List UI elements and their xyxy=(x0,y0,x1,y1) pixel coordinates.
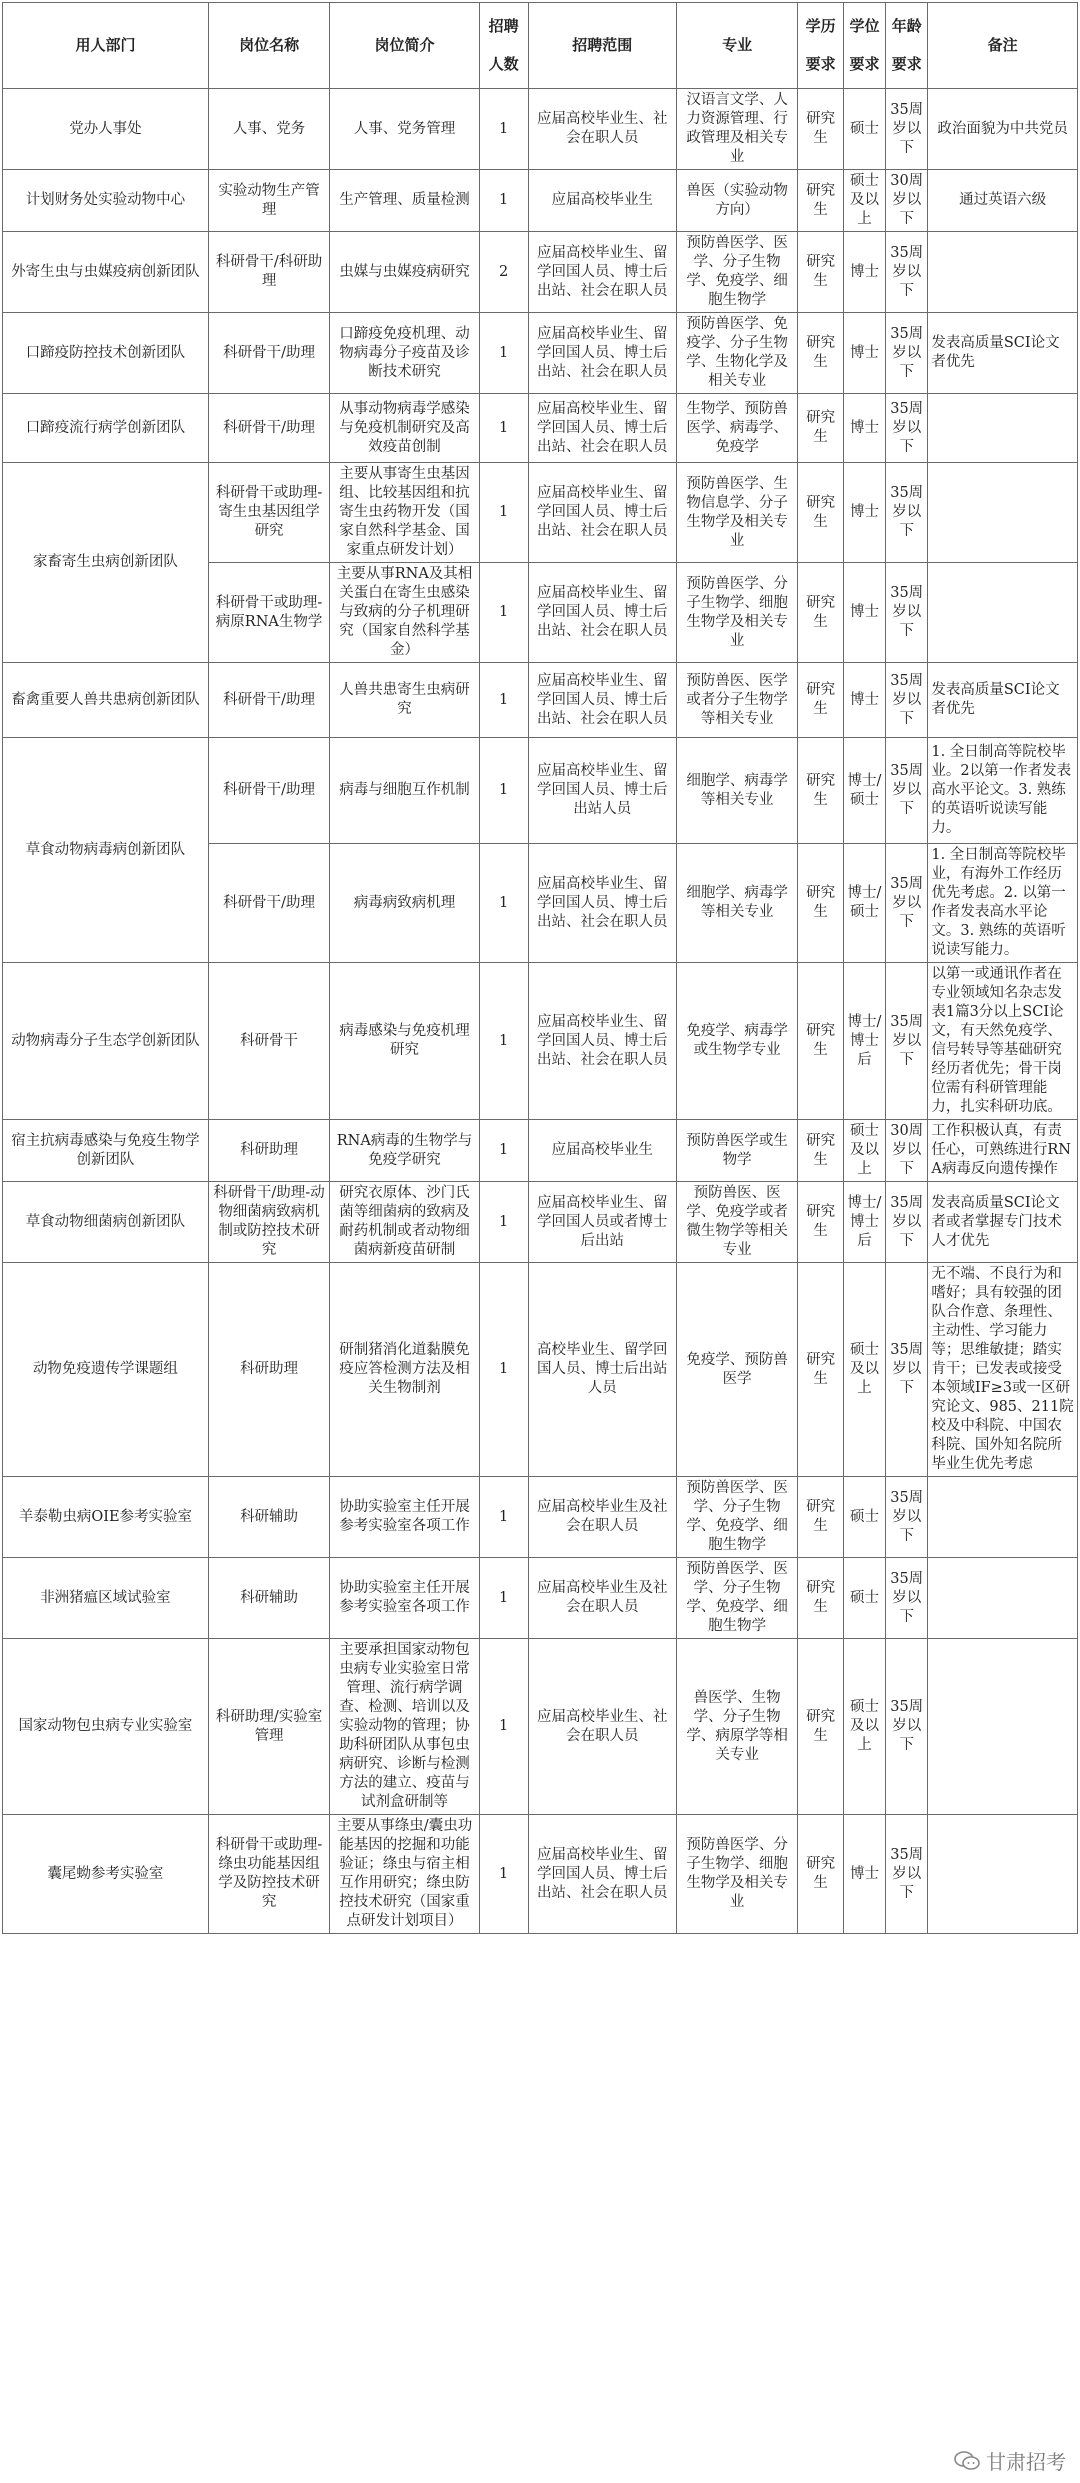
cell-intro: 病毒病致病机理 xyxy=(330,844,480,963)
cell-major: 兽医（实验动物方向） xyxy=(676,170,797,232)
cell-scope: 应届高校毕业生 xyxy=(528,1120,676,1182)
cell-count: 1 xyxy=(479,1815,528,1934)
cell-major: 兽医学、生物学、分子生物学、病原学等相关专业 xyxy=(676,1639,797,1815)
cell-intro: 病毒与细胞互作机制 xyxy=(330,738,480,844)
cell-edu: 研究生 xyxy=(798,1477,844,1558)
cell-major: 预防兽医、医学、免疫学或者微生物学等相关专业 xyxy=(676,1182,797,1263)
cell-intro: 虫媒与虫媒疫病研究 xyxy=(330,232,480,313)
recruitment-table xyxy=(2,2,1078,1934)
cell-degree: 博士 xyxy=(843,394,885,463)
cell-major: 预防兽医学、生物信息学、分子生物学及相关专业 xyxy=(676,463,797,563)
cell-edu: 研究生 xyxy=(798,663,844,738)
cell-edu: 研究生 xyxy=(798,1815,844,1934)
cell-dept: 囊尾蚴参考实验室 xyxy=(3,1815,209,1934)
cell-major: 汉语言文学、人力资源管理、行政管理及相关专业 xyxy=(676,89,797,170)
cell-note xyxy=(928,1815,1078,1934)
cell-edu: 研究生 xyxy=(798,313,844,394)
cell-post: 科研骨干或助理-病原RNA生物学 xyxy=(208,563,329,663)
cell-major: 预防兽医学、医学、分子生物学、免疫学、细胞生物学 xyxy=(676,232,797,313)
cell-age: 35周岁以下 xyxy=(886,1558,928,1639)
cell-age: 35周岁以下 xyxy=(886,313,928,394)
cell-scope: 应届高校毕业生、留学回国人员、博士后出站、社会在职人员 xyxy=(528,844,676,963)
cell-count: 1 xyxy=(479,1263,528,1477)
cell-major: 预防兽医学、医学、分子生物学、免疫学、细胞生物学 xyxy=(676,1558,797,1639)
cell-scope: 应届高校毕业生、留学回国人员、博士后出站、社会在职人员 xyxy=(528,463,676,563)
header-degree-l1: 学位 xyxy=(849,17,880,35)
cell-count: 1 xyxy=(479,1120,528,1182)
cell-intro: 协助实验室主任开展参考实验室各项工作 xyxy=(330,1477,480,1558)
cell-age: 35周岁以下 xyxy=(886,1477,928,1558)
cell-scope: 应届高校毕业生、社会在职人员 xyxy=(528,89,676,170)
cell-dept: 口蹄疫流行病学创新团队 xyxy=(3,394,209,463)
cell-post: 科研骨干/助理 xyxy=(208,738,329,844)
cell-post: 科研骨干/助理 xyxy=(208,394,329,463)
cell-note xyxy=(928,232,1078,313)
cell-scope: 应届高校毕业生、留学回国人员、博士后出站、社会在职人员 xyxy=(528,663,676,738)
cell-intro: 从事动物病毒学感染与免疫机制研究及高效疫苗创制 xyxy=(330,394,480,463)
cell-edu: 研究生 xyxy=(798,1558,844,1639)
cell-scope: 应届高校毕业生、留学回国人员或者博士后出站 xyxy=(528,1182,676,1263)
cell-count: 2 xyxy=(479,232,528,313)
cell-note: 发表高质量SCI论文者优先 xyxy=(928,663,1078,738)
cell-note xyxy=(928,463,1078,563)
cell-dept: 外寄生虫与虫媒疫病创新团队 xyxy=(3,232,209,313)
cell-age: 30周岁以下 xyxy=(886,1120,928,1182)
cell-dept: 羊泰勒虫病OIE参考实验室 xyxy=(3,1477,209,1558)
cell-count: 1 xyxy=(479,963,528,1120)
cell-degree: 硕士及以上 xyxy=(843,170,885,232)
cell-post: 科研骨干/助理 xyxy=(208,313,329,394)
cell-post: 科研骨干/助理 xyxy=(208,844,329,963)
cell-dept: 畜禽重要人兽共患病创新团队 xyxy=(3,663,209,738)
cell-degree: 博士/博士后 xyxy=(843,1182,885,1263)
cell-post: 科研助理/实验室管理 xyxy=(208,1639,329,1815)
header-count xyxy=(479,3,528,89)
cell-edu: 研究生 xyxy=(798,170,844,232)
cell-age: 35周岁以下 xyxy=(886,89,928,170)
cell-degree: 硕士 xyxy=(843,89,885,170)
header-intro: 岗位简介 xyxy=(330,3,480,89)
cell-degree: 博士 xyxy=(843,313,885,394)
table-row xyxy=(3,1815,1078,1934)
cell-intro: 主要从事寄生虫基因组、比较基因组和抗寄生虫药物开发（国家自然科学基金、国家重点研发计划） xyxy=(330,463,480,563)
cell-age: 30周岁以下 xyxy=(886,170,928,232)
cell-post: 科研骨干/助理-动物细菌病致病机制或防控技术研究 xyxy=(208,1182,329,1263)
cell-age: 35周岁以下 xyxy=(886,1815,928,1934)
cell-age: 35周岁以下 xyxy=(886,738,928,844)
cell-edu: 研究生 xyxy=(798,89,844,170)
header-count-l1: 招聘 xyxy=(488,17,519,35)
cell-scope: 应届高校毕业生、留学回国人员、博士后出站、社会在职人员 xyxy=(528,313,676,394)
wechat-bubble-icon xyxy=(954,2450,980,2472)
cell-post: 人事、党务 xyxy=(208,89,329,170)
cell-edu: 研究生 xyxy=(798,844,844,963)
cell-degree: 博士/硕士 xyxy=(843,738,885,844)
cell-age: 35周岁以下 xyxy=(886,1263,928,1477)
cell-scope: 应届高校毕业生、留学回国人员、博士后出站、社会在职人员 xyxy=(528,394,676,463)
cell-count: 1 xyxy=(479,563,528,663)
cell-intro: 主要承担国家动物包虫病专业实验室日常管理、流行病学调查、检测、培训以及实验动物的管理；协助科研团队从事包虫病研究、诊断与检测方法的建立、疫苗与试剂盒研制等 xyxy=(330,1639,480,1815)
cell-post: 科研骨干/科研助理 xyxy=(208,232,329,313)
watermark xyxy=(954,2446,1066,2475)
header-post: 岗位名称 xyxy=(208,3,329,89)
cell-intro: RNA病毒的生物学与免疫学研究 xyxy=(330,1120,480,1182)
cell-post: 科研骨干 xyxy=(208,963,329,1120)
cell-degree: 硕士及以上 xyxy=(843,1263,885,1477)
cell-major: 预防兽医学、医学、分子生物学、免疫学、细胞生物学 xyxy=(676,1477,797,1558)
header-note: 备注 xyxy=(928,3,1078,89)
cell-count: 1 xyxy=(479,89,528,170)
table-row xyxy=(3,1477,1078,1558)
cell-dept: 党办人事处 xyxy=(3,89,209,170)
cell-count: 1 xyxy=(479,313,528,394)
table-row xyxy=(3,663,1078,738)
cell-major: 预防兽医学、分子生物学、细胞生物学及相关专业 xyxy=(676,1815,797,1934)
cell-note: 政治面貌为中共党员 xyxy=(928,89,1078,170)
cell-degree: 博士/硕士 xyxy=(843,844,885,963)
cell-post: 科研骨干或助理-寄生虫基因组学研究 xyxy=(208,463,329,563)
cell-scope: 应届高校毕业生及社会在职人员 xyxy=(528,1477,676,1558)
cell-dept: 非洲猪瘟区域试验室 xyxy=(3,1558,209,1639)
watermark-text: 甘肃招考 xyxy=(986,2450,1066,2474)
cell-degree: 博士 xyxy=(843,663,885,738)
cell-scope: 应届高校毕业生、留学回国人员、博士后出站、社会在职人员 xyxy=(528,232,676,313)
cell-major: 免疫学、病毒学或生物学专业 xyxy=(676,963,797,1120)
header-scope: 招聘范围 xyxy=(528,3,676,89)
cell-edu: 研究生 xyxy=(798,738,844,844)
cell-degree: 硕士及以上 xyxy=(843,1120,885,1182)
cell-edu: 研究生 xyxy=(798,1639,844,1815)
cell-count: 1 xyxy=(479,394,528,463)
cell-intro: 生产管理、质量检测 xyxy=(330,170,480,232)
table-row xyxy=(3,463,1078,563)
cell-dept: 草食动物细菌病创新团队 xyxy=(3,1182,209,1263)
cell-post: 科研骨干/助理 xyxy=(208,663,329,738)
cell-scope: 应届高校毕业生、留学回国人员、博士后出站、社会在职人员 xyxy=(528,563,676,663)
cell-scope: 应届高校毕业生 xyxy=(528,170,676,232)
cell-note: 通过英语六级 xyxy=(928,170,1078,232)
cell-degree: 博士 xyxy=(843,1815,885,1934)
cell-count: 1 xyxy=(479,1182,528,1263)
header-age xyxy=(886,3,928,89)
cell-dept: 动物免疫遗传学课题组 xyxy=(3,1263,209,1477)
cell-scope: 应届高校毕业生、留学回国人员、博士后出站人员 xyxy=(528,738,676,844)
cell-note: 发表高质量SCI论文者优先 xyxy=(928,313,1078,394)
cell-edu: 研究生 xyxy=(798,1120,844,1182)
header-count-l2: 人数 xyxy=(488,55,519,73)
cell-degree: 博士/博士后 xyxy=(843,963,885,1120)
header-degree-l2: 要求 xyxy=(849,55,880,73)
table-row xyxy=(3,1120,1078,1182)
cell-count: 1 xyxy=(479,738,528,844)
cell-dept: 国家动物包虫病专业实验室 xyxy=(3,1639,209,1815)
cell-count: 1 xyxy=(479,1639,528,1815)
table-row xyxy=(3,394,1078,463)
cell-intro: 研究衣原体、沙门氏菌等细菌病的致病及耐药机制或者动物细菌病新疫苗研制 xyxy=(330,1182,480,1263)
cell-age: 35周岁以下 xyxy=(886,1639,928,1815)
cell-major: 免疫学、预防兽医学 xyxy=(676,1263,797,1477)
cell-scope: 应届高校毕业生、社会在职人员 xyxy=(528,1639,676,1815)
cell-note: 1. 全日制高等院校毕业。2以第一作者发表高水平论文。3. 熟练的英语听说读写能力。 xyxy=(928,738,1078,844)
cell-major: 预防兽医学或生物学 xyxy=(676,1120,797,1182)
table-row xyxy=(3,1263,1078,1477)
cell-edu: 研究生 xyxy=(798,463,844,563)
cell-scope: 应届高校毕业生、留学回国人员、博士后出站、社会在职人员 xyxy=(528,963,676,1120)
cell-post: 科研辅助 xyxy=(208,1477,329,1558)
cell-degree: 博士 xyxy=(843,463,885,563)
cell-major: 生物学、预防兽医学、病毒学、免疫学 xyxy=(676,394,797,463)
cell-dept: 宿主抗病毒感染与免疫生物学创新团队 xyxy=(3,1120,209,1182)
cell-scope: 应届高校毕业生、留学回国人员、博士后出站、社会在职人员 xyxy=(528,1815,676,1934)
cell-age: 35周岁以下 xyxy=(886,394,928,463)
cell-note: 发表高质量SCI论文者或者掌握专门技术人才优先 xyxy=(928,1182,1078,1263)
cell-note xyxy=(928,563,1078,663)
cell-major: 预防兽医学、分子生物学、细胞生物学及相关专业 xyxy=(676,563,797,663)
cell-count: 1 xyxy=(479,844,528,963)
cell-major: 预防兽医、医学或者分子生物学等相关专业 xyxy=(676,663,797,738)
cell-post: 科研助理 xyxy=(208,1120,329,1182)
header-edu xyxy=(798,3,844,89)
cell-dept: 草食动物病毒病创新团队 xyxy=(3,738,209,963)
header-age-l1: 年龄 xyxy=(891,17,922,35)
cell-intro: 人兽共患寄生虫病研究 xyxy=(330,663,480,738)
cell-major: 细胞学、病毒学等相关专业 xyxy=(676,844,797,963)
cell-age: 35周岁以下 xyxy=(886,663,928,738)
header-row xyxy=(3,3,1078,89)
cell-count: 1 xyxy=(479,663,528,738)
cell-dept: 口蹄疫防控技术创新团队 xyxy=(3,313,209,394)
cell-note: 1. 全日制高等院校毕业，有海外工作经历优先考虑。2. 以第一作者发表高水平论文。3. 熟练的英语听说读写能力。 xyxy=(928,844,1078,963)
cell-edu: 研究生 xyxy=(798,1263,844,1477)
table-row xyxy=(3,1558,1078,1639)
header-degree xyxy=(843,3,885,89)
cell-intro: 研制猪消化道黏膜免疫应答检测方法及相关生物制剂 xyxy=(330,1263,480,1477)
cell-post: 科研助理 xyxy=(208,1263,329,1477)
cell-intro: 人事、党务管理 xyxy=(330,89,480,170)
table-row xyxy=(3,963,1078,1120)
cell-post: 科研骨干或助理-绦虫功能基因组学及防控技术研究 xyxy=(208,1815,329,1934)
cell-edu: 研究生 xyxy=(798,1182,844,1263)
cell-count: 1 xyxy=(479,463,528,563)
header-edu-l1: 学历 xyxy=(805,17,836,35)
table-row xyxy=(3,738,1078,844)
cell-scope: 高校毕业生、留学回国人员、博士后出站人员 xyxy=(528,1263,676,1477)
header-dept: 用人部门 xyxy=(3,3,209,89)
cell-scope: 应届高校毕业生及社会在职人员 xyxy=(528,1558,676,1639)
header-age-l2: 要求 xyxy=(891,55,922,73)
header-edu-l2: 要求 xyxy=(805,55,836,73)
cell-post: 实验动物生产管理 xyxy=(208,170,329,232)
table-row xyxy=(3,232,1078,313)
cell-degree: 硕士 xyxy=(843,1477,885,1558)
cell-edu: 研究生 xyxy=(798,963,844,1120)
table-row xyxy=(3,89,1078,170)
cell-age: 35周岁以下 xyxy=(886,1182,928,1263)
cell-dept: 动物病毒分子生态学创新团队 xyxy=(3,963,209,1120)
cell-intro: 协助实验室主任开展参考实验室各项工作 xyxy=(330,1558,480,1639)
cell-count: 1 xyxy=(479,1558,528,1639)
cell-major: 细胞学、病毒学等相关专业 xyxy=(676,738,797,844)
cell-note: 以第一或通讯作者在专业领域知名杂志发表1篇3分以上SCI论文，有天然免疫学、信号转导等基础研究经历者优先；骨干岗位需有科研管理能力，扎实科研功底。 xyxy=(928,963,1078,1120)
cell-intro: 主要从事RNA及其相关蛋白在寄生虫感染与致病的分子机理研究（国家自然科学基金） xyxy=(330,563,480,663)
cell-note: 无不端、不良行为和嗜好；具有较强的团队合作意、条理性、主动性、学习能力等；思维敏捷；踏实肯干；已发表或接受本领域IF≥3或一区研究论文、985、211院校及中科院、中国农科院、国外知名院所毕业生优先考虑 xyxy=(928,1263,1078,1477)
cell-note: 工作积极认真，有责任心，可熟练进行RNA病毒反向遗传操作 xyxy=(928,1120,1078,1182)
cell-note xyxy=(928,1558,1078,1639)
cell-degree: 硕士及以上 xyxy=(843,1639,885,1815)
cell-post: 科研辅助 xyxy=(208,1558,329,1639)
table-row xyxy=(3,170,1078,232)
cell-edu: 研究生 xyxy=(798,232,844,313)
table-row xyxy=(3,1182,1078,1263)
cell-degree: 硕士 xyxy=(843,1558,885,1639)
cell-age: 35周岁以下 xyxy=(886,463,928,563)
cell-note xyxy=(928,1477,1078,1558)
cell-intro: 口蹄疫免疫机理、动物病毒分子疫苗及诊断技术研究 xyxy=(330,313,480,394)
cell-dept: 计划财务处实验动物中心 xyxy=(3,170,209,232)
header-major: 专业 xyxy=(676,3,797,89)
cell-age: 35周岁以下 xyxy=(886,563,928,663)
table-row xyxy=(3,313,1078,394)
cell-note xyxy=(928,1639,1078,1815)
cell-dept: 家畜寄生虫病创新团队 xyxy=(3,463,209,663)
cell-intro: 主要从事绦虫/囊虫功能基因的挖掘和功能验证；绦虫与宿主相互作用研究；绦虫防控技术研究（国家重点研发计划项目） xyxy=(330,1815,480,1934)
cell-age: 35周岁以下 xyxy=(886,963,928,1120)
cell-count: 1 xyxy=(479,170,528,232)
cell-major: 预防兽医学、免疫学、分子生物学、生物化学及相关专业 xyxy=(676,313,797,394)
cell-intro: 病毒感染与免疫机理研究 xyxy=(330,963,480,1120)
cell-age: 35周岁以下 xyxy=(886,844,928,963)
cell-edu: 研究生 xyxy=(798,563,844,663)
cell-degree: 博士 xyxy=(843,232,885,313)
cell-edu: 研究生 xyxy=(798,394,844,463)
table-row xyxy=(3,1639,1078,1815)
cell-age: 35周岁以下 xyxy=(886,232,928,313)
cell-note xyxy=(928,394,1078,463)
cell-count: 1 xyxy=(479,1477,528,1558)
cell-degree: 博士 xyxy=(843,563,885,663)
